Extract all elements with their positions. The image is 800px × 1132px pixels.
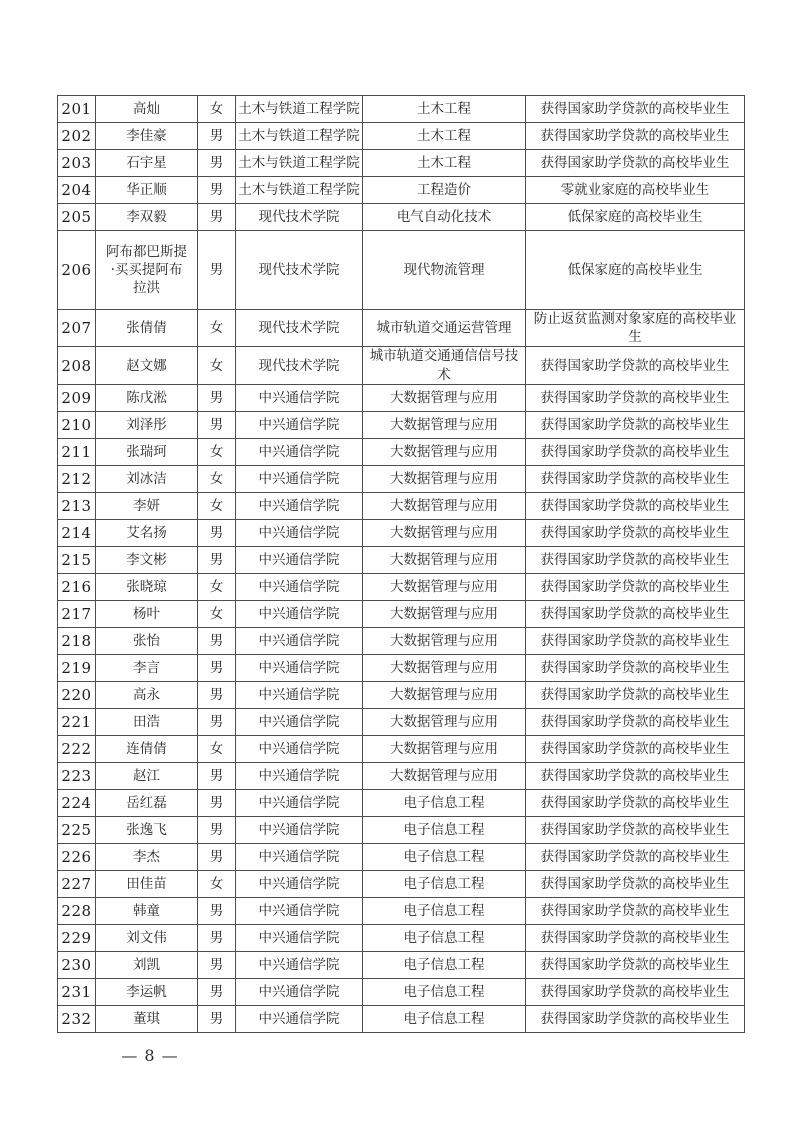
cell-row-number: 210 <box>58 411 96 438</box>
cell-name: 高永 <box>96 681 198 708</box>
cell-name: 李佳豪 <box>96 123 198 150</box>
table-row <box>58 310 745 347</box>
cell-college: 土木与铁道工程学院 <box>236 150 363 177</box>
cell-row-number: 206 <box>58 231 96 310</box>
table-row <box>58 924 745 951</box>
cell-row-number: 224 <box>58 789 96 816</box>
cell-college: 中兴通信学院 <box>236 573 363 600</box>
cell-gender: 男 <box>198 519 236 546</box>
cell-category: 获得国家助学贷款的高校毕业生 <box>526 681 745 708</box>
cell-college: 土木与铁道工程学院 <box>236 96 363 123</box>
cell-major: 大数据管理与应用 <box>363 762 526 789</box>
table-row <box>58 231 745 310</box>
cell-category: 获得国家助学贷款的高校毕业生 <box>526 411 745 438</box>
cell-category: 获得国家助学贷款的高校毕业生 <box>526 627 745 654</box>
cell-major: 大数据管理与应用 <box>363 519 526 546</box>
cell-name: 刘凯 <box>96 951 198 978</box>
cell-gender: 男 <box>198 681 236 708</box>
cell-row-number: 202 <box>58 123 96 150</box>
cell-college: 现代技术学院 <box>236 347 363 384</box>
cell-gender: 男 <box>198 1005 236 1032</box>
cell-row-number: 215 <box>58 546 96 573</box>
cell-college: 中兴通信学院 <box>236 438 363 465</box>
cell-major: 大数据管理与应用 <box>363 384 526 411</box>
cell-name: 刘文伟 <box>96 924 198 951</box>
table-row <box>58 177 745 204</box>
cell-gender: 男 <box>198 150 236 177</box>
cell-major: 大数据管理与应用 <box>363 465 526 492</box>
cell-category: 获得国家助学贷款的高校毕业生 <box>526 897 745 924</box>
table-row <box>58 951 745 978</box>
table-row <box>58 546 745 573</box>
cell-major: 电子信息工程 <box>363 897 526 924</box>
cell-row-number: 203 <box>58 150 96 177</box>
cell-row-number: 214 <box>58 519 96 546</box>
cell-gender: 男 <box>198 546 236 573</box>
table-row <box>58 411 745 438</box>
cell-category: 获得国家助学贷款的高校毕业生 <box>526 654 745 681</box>
cell-row-number: 222 <box>58 735 96 762</box>
cell-name: 张怡 <box>96 627 198 654</box>
cell-gender: 男 <box>198 708 236 735</box>
cell-gender: 男 <box>198 231 236 310</box>
cell-gender: 女 <box>198 600 236 627</box>
cell-gender: 男 <box>198 924 236 951</box>
cell-name: 石宇星 <box>96 150 198 177</box>
cell-gender: 男 <box>198 123 236 150</box>
cell-gender: 男 <box>198 951 236 978</box>
cell-college: 中兴通信学院 <box>236 492 363 519</box>
cell-major: 大数据管理与应用 <box>363 681 526 708</box>
cell-row-number: 225 <box>58 816 96 843</box>
cell-name: 董琪 <box>96 1005 198 1032</box>
table-row <box>58 573 745 600</box>
cell-row-number: 205 <box>58 204 96 231</box>
cell-category: 获得国家助学贷款的高校毕业生 <box>526 951 745 978</box>
cell-name: 高灿 <box>96 96 198 123</box>
cell-category: 获得国家助学贷款的高校毕业生 <box>526 708 745 735</box>
table-row <box>58 843 745 870</box>
cell-name: 李双毅 <box>96 204 198 231</box>
cell-row-number: 207 <box>58 310 96 347</box>
cell-college: 中兴通信学院 <box>236 600 363 627</box>
cell-college: 中兴通信学院 <box>236 789 363 816</box>
cell-major: 大数据管理与应用 <box>363 573 526 600</box>
cell-row-number: 220 <box>58 681 96 708</box>
cell-category: 获得国家助学贷款的高校毕业生 <box>526 978 745 1005</box>
cell-category: 零就业家庭的高校毕业生 <box>526 177 745 204</box>
cell-major: 电子信息工程 <box>363 1005 526 1032</box>
cell-category: 获得国家助学贷款的高校毕业生 <box>526 546 745 573</box>
cell-gender: 女 <box>198 310 236 347</box>
cell-college: 中兴通信学院 <box>236 762 363 789</box>
cell-college: 中兴通信学院 <box>236 411 363 438</box>
cell-row-number: 201 <box>58 96 96 123</box>
cell-college: 中兴通信学院 <box>236 1005 363 1032</box>
cell-category: 获得国家助学贷款的高校毕业生 <box>526 1005 745 1032</box>
cell-gender: 男 <box>198 177 236 204</box>
cell-major: 电子信息工程 <box>363 789 526 816</box>
cell-category: 防止返贫监测对象家庭的高校毕业生 <box>526 310 745 347</box>
table-row <box>58 681 745 708</box>
cell-row-number: 209 <box>58 384 96 411</box>
cell-gender: 男 <box>198 204 236 231</box>
cell-name: 李运帆 <box>96 978 198 1005</box>
cell-college: 中兴通信学院 <box>236 843 363 870</box>
cell-college: 中兴通信学院 <box>236 978 363 1005</box>
cell-college: 中兴通信学院 <box>236 627 363 654</box>
cell-major: 大数据管理与应用 <box>363 492 526 519</box>
table-row <box>58 600 745 627</box>
cell-college: 中兴通信学院 <box>236 465 363 492</box>
cell-name: 阿布都巴斯提·买买提阿布拉洪 <box>96 231 198 310</box>
table-row <box>58 465 745 492</box>
cell-college: 中兴通信学院 <box>236 951 363 978</box>
cell-gender: 男 <box>198 654 236 681</box>
cell-major: 大数据管理与应用 <box>363 654 526 681</box>
cell-row-number: 218 <box>58 627 96 654</box>
cell-category: 获得国家助学贷款的高校毕业生 <box>526 573 745 600</box>
table-body <box>58 96 745 1033</box>
cell-category: 获得国家助学贷款的高校毕业生 <box>526 789 745 816</box>
cell-row-number: 219 <box>58 654 96 681</box>
cell-major: 土木工程 <box>363 123 526 150</box>
cell-name: 艾名扬 <box>96 519 198 546</box>
cell-college: 土木与铁道工程学院 <box>236 177 363 204</box>
cell-name: 岳红磊 <box>96 789 198 816</box>
cell-category: 低保家庭的高校毕业生 <box>526 204 745 231</box>
cell-college: 现代技术学院 <box>236 310 363 347</box>
cell-major: 电子信息工程 <box>363 816 526 843</box>
cell-major: 城市轨道交通运营管理 <box>363 310 526 347</box>
cell-row-number: 230 <box>58 951 96 978</box>
cell-name: 刘冰洁 <box>96 465 198 492</box>
cell-major: 电子信息工程 <box>363 843 526 870</box>
cell-gender: 女 <box>198 347 236 384</box>
cell-gender: 女 <box>198 465 236 492</box>
table-row <box>58 96 745 123</box>
table-row <box>58 492 745 519</box>
table-row <box>58 654 745 681</box>
cell-row-number: 223 <box>58 762 96 789</box>
cell-row-number: 228 <box>58 897 96 924</box>
cell-major: 城市轨道交通通信信号技术 <box>363 347 526 384</box>
table-row <box>58 123 745 150</box>
cell-gender: 男 <box>198 843 236 870</box>
cell-major: 大数据管理与应用 <box>363 627 526 654</box>
cell-row-number: 226 <box>58 843 96 870</box>
cell-category: 获得国家助学贷款的高校毕业生 <box>526 762 745 789</box>
cell-name: 赵江 <box>96 762 198 789</box>
cell-name: 张倩倩 <box>96 310 198 347</box>
table-row <box>58 627 745 654</box>
cell-major: 电子信息工程 <box>363 978 526 1005</box>
cell-name: 李妍 <box>96 492 198 519</box>
cell-major: 工程造价 <box>363 177 526 204</box>
cell-gender: 男 <box>198 816 236 843</box>
cell-name: 刘泽彤 <box>96 411 198 438</box>
cell-college: 中兴通信学院 <box>236 924 363 951</box>
cell-gender: 女 <box>198 573 236 600</box>
table-row <box>58 762 745 789</box>
cell-college: 中兴通信学院 <box>236 384 363 411</box>
cell-gender: 男 <box>198 762 236 789</box>
cell-name: 赵文娜 <box>96 347 198 384</box>
cell-college: 中兴通信学院 <box>236 681 363 708</box>
cell-gender: 男 <box>198 978 236 1005</box>
cell-major: 大数据管理与应用 <box>363 735 526 762</box>
cell-gender: 男 <box>198 627 236 654</box>
table-row <box>58 708 745 735</box>
cell-major: 大数据管理与应用 <box>363 411 526 438</box>
cell-major: 土木工程 <box>363 150 526 177</box>
cell-category: 低保家庭的高校毕业生 <box>526 231 745 310</box>
table-row <box>58 978 745 1005</box>
cell-name: 张瑞珂 <box>96 438 198 465</box>
cell-category: 获得国家助学贷款的高校毕业生 <box>526 843 745 870</box>
cell-college: 中兴通信学院 <box>236 870 363 897</box>
cell-row-number: 204 <box>58 177 96 204</box>
cell-name: 张晓琼 <box>96 573 198 600</box>
cell-row-number: 231 <box>58 978 96 1005</box>
cell-college: 现代技术学院 <box>236 231 363 310</box>
cell-category: 获得国家助学贷款的高校毕业生 <box>526 816 745 843</box>
cell-major: 大数据管理与应用 <box>363 546 526 573</box>
cell-college: 中兴通信学院 <box>236 654 363 681</box>
cell-name: 李杰 <box>96 843 198 870</box>
cell-name: 韩童 <box>96 897 198 924</box>
cell-gender: 女 <box>198 735 236 762</box>
cell-major: 电子信息工程 <box>363 870 526 897</box>
cell-row-number: 221 <box>58 708 96 735</box>
cell-college: 中兴通信学院 <box>236 708 363 735</box>
cell-college: 中兴通信学院 <box>236 546 363 573</box>
cell-category: 获得国家助学贷款的高校毕业生 <box>526 870 745 897</box>
cell-row-number: 211 <box>58 438 96 465</box>
cell-name: 杨叶 <box>96 600 198 627</box>
cell-row-number: 229 <box>58 924 96 951</box>
table-row <box>58 735 745 762</box>
cell-name: 田浩 <box>96 708 198 735</box>
table-row <box>58 897 745 924</box>
cell-gender: 女 <box>198 870 236 897</box>
cell-category: 获得国家助学贷款的高校毕业生 <box>526 519 745 546</box>
table-row <box>58 384 745 411</box>
cell-college: 中兴通信学院 <box>236 519 363 546</box>
cell-category: 获得国家助学贷款的高校毕业生 <box>526 735 745 762</box>
table-row <box>58 204 745 231</box>
cell-row-number: 227 <box>58 870 96 897</box>
cell-category: 获得国家助学贷款的高校毕业生 <box>526 96 745 123</box>
cell-gender: 男 <box>198 411 236 438</box>
cell-gender: 女 <box>198 96 236 123</box>
cell-name: 连倩倩 <box>96 735 198 762</box>
cell-major: 电气自动化技术 <box>363 204 526 231</box>
cell-college: 土木与铁道工程学院 <box>236 123 363 150</box>
cell-gender: 女 <box>198 492 236 519</box>
table-row <box>58 1005 745 1032</box>
cell-row-number: 208 <box>58 347 96 384</box>
cell-category: 获得国家助学贷款的高校毕业生 <box>526 347 745 384</box>
table-row <box>58 789 745 816</box>
cell-gender: 女 <box>198 438 236 465</box>
cell-gender: 男 <box>198 897 236 924</box>
cell-category: 获得国家助学贷款的高校毕业生 <box>526 123 745 150</box>
cell-category: 获得国家助学贷款的高校毕业生 <box>526 600 745 627</box>
cell-college: 中兴通信学院 <box>236 816 363 843</box>
cell-row-number: 232 <box>58 1005 96 1032</box>
cell-category: 获得国家助学贷款的高校毕业生 <box>526 924 745 951</box>
graduates-table <box>57 95 745 1033</box>
page-number: — 8 — <box>121 1046 179 1065</box>
cell-major: 现代物流管理 <box>363 231 526 310</box>
cell-category: 获得国家助学贷款的高校毕业生 <box>526 465 745 492</box>
cell-row-number: 212 <box>58 465 96 492</box>
cell-name: 陈戊淞 <box>96 384 198 411</box>
cell-major: 大数据管理与应用 <box>363 600 526 627</box>
table-row <box>58 347 745 384</box>
cell-major: 大数据管理与应用 <box>363 438 526 465</box>
table-row <box>58 870 745 897</box>
cell-category: 获得国家助学贷款的高校毕业生 <box>526 438 745 465</box>
cell-category: 获得国家助学贷款的高校毕业生 <box>526 150 745 177</box>
cell-major: 电子信息工程 <box>363 924 526 951</box>
cell-row-number: 216 <box>58 573 96 600</box>
cell-college: 中兴通信学院 <box>236 735 363 762</box>
cell-name: 李言 <box>96 654 198 681</box>
cell-category: 获得国家助学贷款的高校毕业生 <box>526 492 745 519</box>
cell-major: 大数据管理与应用 <box>363 708 526 735</box>
cell-name: 华正顺 <box>96 177 198 204</box>
cell-college: 现代技术学院 <box>236 204 363 231</box>
cell-gender: 男 <box>198 789 236 816</box>
cell-name: 张逸飞 <box>96 816 198 843</box>
cell-row-number: 213 <box>58 492 96 519</box>
table-row <box>58 438 745 465</box>
cell-major: 土木工程 <box>363 96 526 123</box>
cell-category: 获得国家助学贷款的高校毕业生 <box>526 384 745 411</box>
cell-name: 田佳苗 <box>96 870 198 897</box>
table-row <box>58 519 745 546</box>
table-row <box>58 816 745 843</box>
cell-major: 电子信息工程 <box>363 951 526 978</box>
cell-row-number: 217 <box>58 600 96 627</box>
table-row <box>58 150 745 177</box>
cell-name: 李文彬 <box>96 546 198 573</box>
cell-college: 中兴通信学院 <box>236 897 363 924</box>
cell-gender: 男 <box>198 384 236 411</box>
